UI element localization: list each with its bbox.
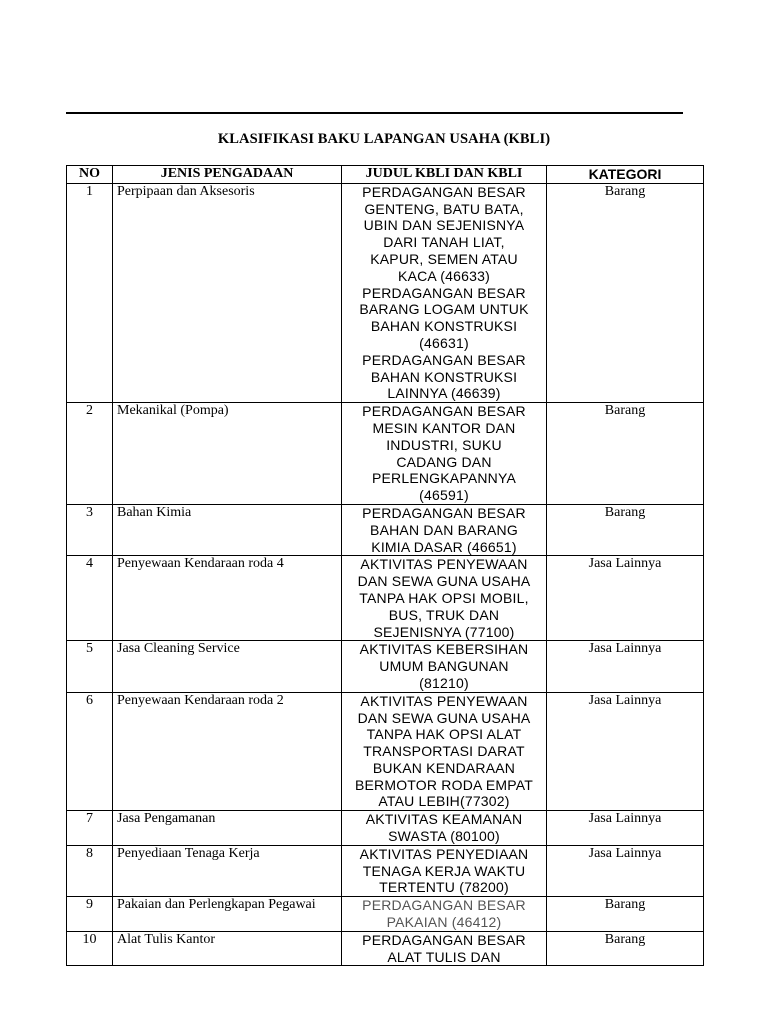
judul-line: PERDAGANGAN BESAR [362,351,526,368]
judul-line: ALAT TULIS DAN [387,948,501,965]
cell-kategori: Barang [547,504,704,555]
cell-no: 10 [67,931,113,966]
table-row [67,845,704,896]
judul-line: GENTENG, BATU BATA, [364,200,524,217]
judul-line: BAHAN DAN BARANG [370,521,518,538]
cell-no: 5 [67,641,113,692]
judul-line: BAHAN KONSTRUKSI [370,368,518,385]
cell-kategori: Jasa Lainnya [547,692,704,811]
judul-line: AKTIVITAS KEBERSIHAN [359,641,529,658]
judul-line: KACA (46633) [398,267,490,284]
cell-kategori: Jasa Lainnya [547,811,704,846]
judul-line: BUS, TRUK DAN [388,606,500,623]
judul-line: AKTIVITAS PENYEDIAAN [359,845,529,862]
header-kategori: KATEGORI [547,166,704,184]
cell-judul-kbli [342,403,547,505]
judul-line: PERDAGANGAN BESAR [362,504,526,521]
judul-line: TRANSPORTASI DARAT [363,743,525,760]
cell-no: 7 [67,811,113,846]
judul-line: MESIN KANTOR DAN [372,419,516,436]
cell-judul-kbli [342,692,547,811]
table-row [67,897,704,932]
judul-line: SEJENISNYA (77100) [373,623,515,640]
cell-kategori: Barang [547,403,704,505]
cell-judul-kbli [342,811,547,846]
judul-line: INDUSTRI, SUKU [386,436,502,453]
document-title: KLASIFIKASI BAKU LAPANGAN USAHA (KBLI) [217,131,551,147]
table-row [67,692,704,811]
judul-line: PERLENGKAPANNYA [371,470,517,487]
judul-line: AKTIVITAS PENYEWAAN [360,556,528,573]
top-horizontal-rule [66,112,683,114]
judul-line: UMUM BANGUNAN [379,658,509,675]
cell-no: 2 [67,403,113,505]
judul-line: LAINNYA (46639) [387,385,501,402]
judul-line: ATAU LEBIH(77302) [378,793,510,810]
kbli-table [66,165,704,966]
table-row [67,556,704,641]
cell-kategori: Barang [547,183,704,402]
cell-jenis-pengadaan: Jasa Pengamanan [113,811,342,846]
judul-line: PERDAGANGAN BESAR [362,931,526,948]
judul-line: DAN SEWA GUNA USAHA [357,709,531,726]
judul-line: AKTIVITAS PENYEWAAN [360,692,528,709]
judul-line: (46631) [419,334,469,351]
judul-line: PAKAIAN (46412) [386,914,502,931]
cell-jenis-pengadaan: Bahan Kimia [113,504,342,555]
judul-line: TANPA HAK OPSI ALAT [366,726,522,743]
judul-line: PERDAGANGAN BESAR [362,897,526,914]
cell-kategori: Barang [547,897,704,932]
judul-line: BAHAN KONSTRUKSI [370,318,518,335]
cell-jenis-pengadaan: Mekanikal (Pompa) [113,403,342,505]
cell-kategori: Barang [547,931,704,966]
table-row [67,641,704,692]
cell-no: 4 [67,556,113,641]
cell-jenis-pengadaan: Pakaian dan Perlengkapan Pegawai [113,897,342,932]
header-judul-kbli: JUDUL KBLI DAN KBLI [342,166,547,184]
cell-no: 8 [67,845,113,896]
cell-judul-kbli [342,641,547,692]
judul-line: PERDAGANGAN BESAR [362,403,526,420]
cell-no: 1 [67,183,113,402]
judul-line: BUKAN KENDARAAN [372,759,516,776]
judul-line: BARANG LOGAM UNTUK [359,301,529,318]
table-row [67,931,704,966]
judul-line: KIMIA DASAR (46651) [371,538,517,555]
cell-kategori: Jasa Lainnya [547,556,704,641]
judul-line: KAPUR, SEMEN ATAU [370,250,518,267]
judul-line: BERMOTOR RODA EMPAT [354,776,534,793]
judul-line: UBIN DAN SEJENISNYA [363,217,525,234]
cell-judul-kbli [342,931,547,966]
cell-no: 6 [67,692,113,811]
judul-line: TANPA HAK OPSI MOBIL, [359,589,529,606]
cell-kategori: Jasa Lainnya [547,641,704,692]
cell-judul-kbli [342,504,547,555]
judul-line: CADANG DAN [396,453,492,470]
table-row [67,183,704,402]
cell-jenis-pengadaan: Penyewaan Kendaraan roda 2 [113,692,342,811]
table-row [67,811,704,846]
table-header-row [67,166,704,184]
judul-line: PERDAGANGAN BESAR [362,183,526,200]
judul-line: SWASTA (80100) [388,828,500,845]
judul-line: AKTIVITAS KEAMANAN [365,811,523,828]
cell-judul-kbli [342,183,547,402]
judul-line: TENAGA KERJA WAKTU [362,862,526,879]
cell-judul-kbli [342,845,547,896]
judul-line: DAN SEWA GUNA USAHA [357,573,531,590]
judul-line: DARI TANAH LIAT, [383,234,505,251]
cell-jenis-pengadaan: Jasa Cleaning Service [113,641,342,692]
cell-jenis-pengadaan: Penyewaan Kendaraan roda 4 [113,556,342,641]
judul-line: (46591) [419,487,469,504]
cell-no: 9 [67,897,113,932]
judul-line: PERDAGANGAN BESAR [362,284,526,301]
header-jenis-pengadaan: JENIS PENGADAAN [113,166,342,184]
cell-judul-kbli [342,556,547,641]
judul-line: TERTENTU (78200) [379,879,509,896]
cell-judul-kbli [342,897,547,932]
cell-kategori: Jasa Lainnya [547,845,704,896]
table-row [67,403,704,505]
header-no: NO [67,166,113,184]
cell-jenis-pengadaan: Perpipaan dan Aksesoris [113,183,342,402]
cell-jenis-pengadaan: Penyediaan Tenaga Kerja [113,845,342,896]
table-row [67,504,704,555]
judul-line: (81210) [419,674,469,691]
cell-jenis-pengadaan: Alat Tulis Kantor [113,931,342,966]
table-body [67,183,704,966]
cell-no: 3 [67,504,113,555]
